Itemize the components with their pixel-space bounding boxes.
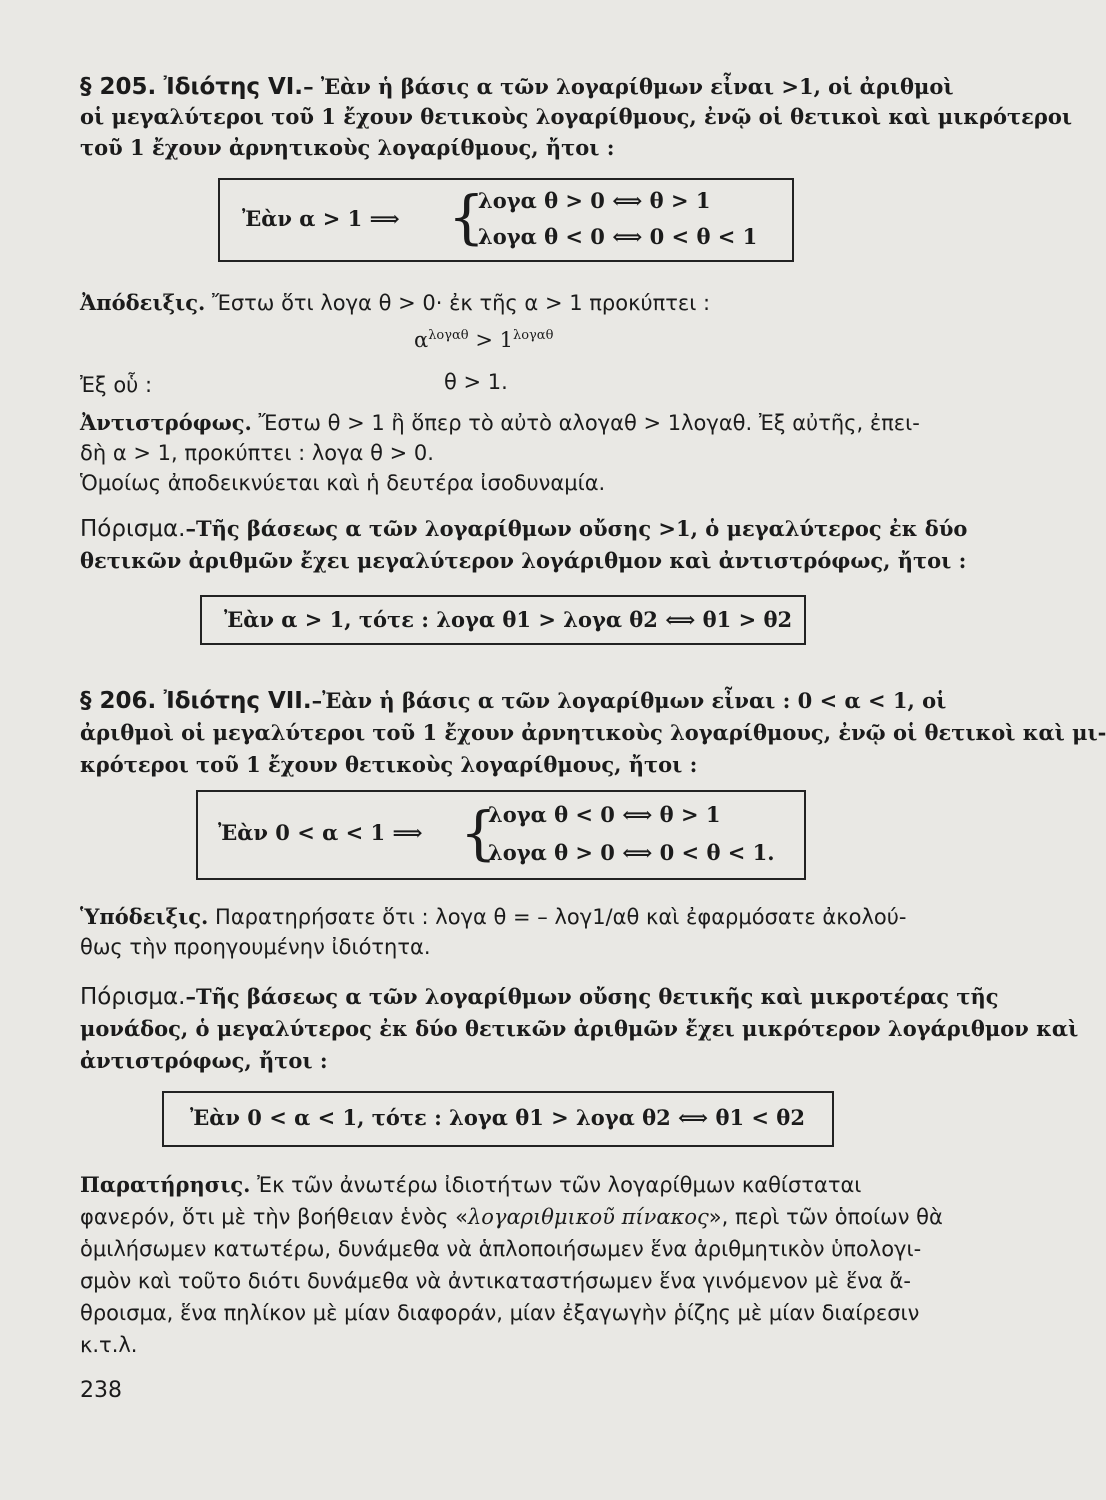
converse-line2: δὴ α > 1, προκύπτει : λογα θ > 0. [80, 441, 434, 465]
proof-equation-2: θ > 1. [444, 370, 508, 394]
hence-label: Ἐξ οὗ : [80, 373, 153, 397]
corollary1-label: Πόρισμα. [80, 516, 186, 542]
remark-line2 [80, 1202, 943, 1232]
sec206-line1 [80, 686, 947, 716]
hint-line1 [80, 902, 932, 932]
sec205-box-condition: Ἐὰν α > 1 ⟹ [242, 206, 400, 231]
corollary2-formula-box [162, 1091, 834, 1147]
remark-line3: ὁμιλήσωμεν κατωτέρω, δυνάμεθα νὰ ἁπλοποιήσωμεν ἕνα ἀριθμητικὸν ὑπολογι- [80, 1237, 922, 1261]
corollary2-line2: μονάδος, ὁ μεγαλύτερος ἐκ δύο θετικῶν ἀριθμῶν ἔχει μικρότερον λογάριθμον καὶ [80, 1016, 1079, 1041]
remark-line5: θροισμα, ἕνα πηλίκον μὲ μίαν διαφοράν, μίαν ἐξαγωγὴν ῥίζης μὲ μίαν διαίρεσιν [80, 1301, 920, 1325]
hint-line2: θως τὴν προηγουμένην ἰδιότητα. [80, 935, 431, 959]
sec205-number: § 205. [80, 74, 157, 100]
remark-text2c: », περὶ τῶν ὁποίων θὰ [708, 1205, 943, 1229]
remark-text2a: φανερόν, ὅτι μὲ τὴν βοήθειαν ἑνὸς « [80, 1205, 468, 1229]
sec206-box-row2: λογα θ > 0 ⟺ 0 < θ < 1. [488, 840, 775, 865]
sec205-formula-box [218, 178, 794, 262]
proof-equation-1: $\alpha^{\lambda o\gamma\alpha\theta} > 1^{\lambda o\gamma\alpha\theta}$ [414, 328, 554, 352]
corollary1-line2: θετικῶν ἀριθμῶν ἔχει μεγαλύτερον λογάριθμον καὶ ἀντιστρόφως, ἤτοι : [80, 548, 967, 573]
remark-line1 [80, 1170, 932, 1200]
proof-line [80, 288, 932, 318]
converse-line1 [80, 408, 932, 438]
page-number: 238 [80, 1378, 122, 1403]
remark-line6: κ.τ.λ. [80, 1333, 138, 1357]
sec206-formula-box [196, 790, 806, 880]
converse-label: Ἀντιστρόφως. [80, 410, 252, 435]
corollary2-text1: –Τῆς βάσεως α τῶν λογαρίθμων οὔσης θετικῆς καὶ μικροτέρας τῆς [185, 984, 999, 1009]
hint-label: Ὑπόδειξις. [80, 904, 209, 929]
brace-symbol: { [448, 183, 485, 251]
corollary2-line1 [80, 982, 999, 1012]
sec206-box-condition: Ἐὰν 0 < α < 1 ⟹ [218, 820, 423, 845]
corollary1-formula-box [200, 595, 806, 645]
proof-label: Ἀπόδειξις. [80, 290, 206, 315]
similar-line: Ὁμοίως ἀποδεικνύεται καὶ ἡ δευτέρα ἰσοδυναμία. [80, 471, 606, 495]
corollary2-label: Πόρισμα. [80, 984, 186, 1010]
corollary1-text1: –Τῆς βάσεως α τῶν λογαρίθμων οὔσης >1, ὁ μεγαλύτερος ἐκ δύο [185, 516, 968, 541]
proof-text: Ἔστω ὅτι λογα θ > 0· ἐκ τῆς α > 1 προκύπτει : [205, 291, 711, 315]
sec205-box-row1: λογα θ > 0 ⟺ θ > 1 [478, 188, 711, 213]
sec206-number: § 206. [80, 688, 157, 714]
sec205-title: Ἰδιότης VI. [163, 74, 304, 100]
sec205-line2: οἱ μεγαλύτεροι τοῦ 1 ἔχουν θετικοὺς λογαρίθμους, ἐνῷ οἱ θετικοὶ καὶ μικρότεροι [80, 104, 1073, 129]
remark-text1: Ἐκ τῶν ἀνωτέρω ἰδιοτήτων τῶν λογαρίθμων καθίσταται [250, 1173, 862, 1197]
sec206-text1: –Ἐὰν ἡ βάσις α τῶν λογαρίθμων εἶναι : 0 < α < 1, οἱ [311, 688, 947, 713]
sec205-box-row2: λογα θ < 0 ⟺ 0 < θ < 1 [478, 224, 758, 249]
sec206-line2: ἀριθμοὶ οἱ μεγαλύτεροι τοῦ 1 ἔχουν ἀρνητικοὺς λογαρίθμους, ἐνῷ οἱ θετικοὶ καὶ μι- [80, 720, 1106, 745]
brace-symbol: { [460, 799, 497, 867]
corollary1-box-text: Ἐὰν α > 1, τότε : λογα θ1 > λογα θ2 ⟺ θ1 > θ2 [224, 607, 793, 632]
sec205-line3: τοῦ 1 ἔχουν ἀρνητικοὺς λογαρίθμους, ἤτοι : [80, 135, 615, 160]
sec205-line1 [80, 72, 954, 102]
corollary1-line1 [80, 514, 968, 544]
remark-line4: σμὸν καὶ τοῦτο διότι δυνάμεθα νὰ ἀντικαταστήσωμεν ἕνα γινόμενον μὲ ἕνα ἄ- [80, 1269, 911, 1293]
sec206-line3: κρότεροι τοῦ 1 ἔχουν θετικοὺς λογαρίθμους, ἤτοι : [80, 752, 698, 777]
hint-text: Παρατηρήσατε ὅτι : λογα θ = – λογ1/αθ καὶ ἐφαρμόσατε ἀκολού- [208, 905, 907, 929]
sec205-text1: – Ἐὰν ἡ βάσις α τῶν λογαρίθμων εἶναι >1, οἱ ἀριθμοὶ [303, 74, 954, 99]
remark-text2b: λογαριθμικοῦ πίνακος [467, 1205, 709, 1229]
converse-text: Ἔστω θ > 1 ἢ ὅπερ τὸ αὐτὸ αλογαθ > 1λογαθ. Ἐξ αὐτῆς, ἐπει- [251, 411, 920, 435]
corollary2-line3: ἀντιστρόφως, ἤτοι : [80, 1048, 328, 1073]
sec206-title: Ἰδιότης VII. [163, 688, 312, 714]
sec206-box-row1: λογα θ < 0 ⟺ θ > 1 [488, 802, 721, 827]
remark-label: Παρατήρησις. [80, 1172, 251, 1197]
corollary2-box-text: Ἐὰν 0 < α < 1, τότε : λογα θ1 > λογα θ2 ⟺ θ1 < θ2 [190, 1105, 805, 1130]
